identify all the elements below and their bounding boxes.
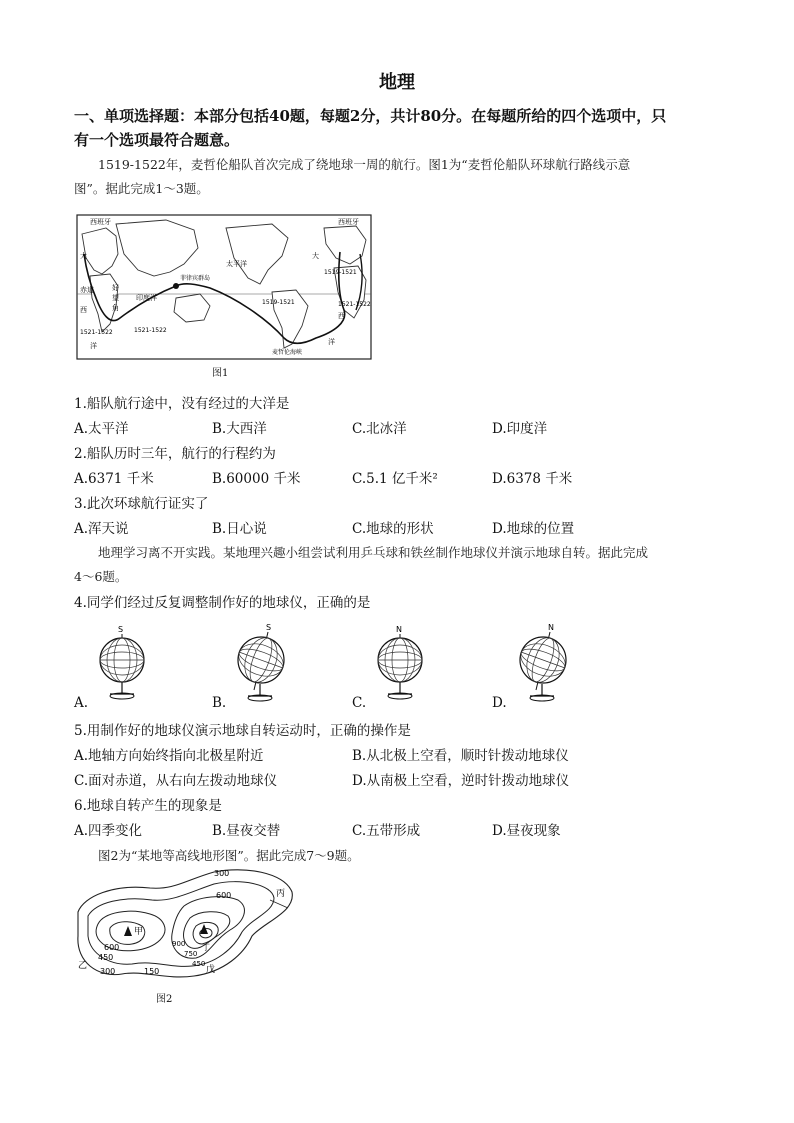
question-stem: 6.地球自转产生的现象是 xyxy=(74,798,222,814)
question-stem: 2.船队历时三年，航行的行程约为 xyxy=(74,446,276,462)
map-label: 太平洋 xyxy=(226,260,247,268)
philippines-marker xyxy=(173,283,179,289)
map-label: 1521-1522 xyxy=(338,301,371,308)
map-label: 大 xyxy=(312,252,319,260)
globe-b[interactable] xyxy=(230,620,290,704)
option-b[interactable]: B.从北极上空看，顺时针拨动地球仪 xyxy=(352,748,569,764)
map-label: 西班牙 xyxy=(90,218,111,226)
intro-line: 地理学习离不开实践。某地理兴趣小组尝试利用乒乓球和铁丝制作地球仪并演示地球自转。据此完成 xyxy=(98,545,649,560)
option-a[interactable]: A. xyxy=(74,695,89,711)
globe-c[interactable] xyxy=(368,624,428,704)
map-label: 洋 xyxy=(328,338,335,346)
contour-map xyxy=(74,866,298,986)
place-label: 丁 xyxy=(202,943,210,952)
map-label: 大 xyxy=(80,252,87,260)
globe-d[interactable] xyxy=(512,620,572,704)
place-label: 戊 xyxy=(206,965,216,975)
section-heading-line1: 一、单项选择题：本部分包括40题，每题2分，共计80分。在每题所给的四个选项中，只 xyxy=(74,107,667,125)
figure-caption: 图2 xyxy=(156,994,173,1005)
contour-label: 900 xyxy=(172,940,186,948)
map-label: 望 xyxy=(112,294,119,302)
option-b[interactable]: B.60000 千米 xyxy=(212,471,301,487)
map-label: 1521-1522 xyxy=(134,327,167,334)
option-b[interactable]: B. xyxy=(212,695,227,711)
option-a[interactable]: A.6371 千米 xyxy=(74,471,154,487)
option-c[interactable]: C.面对赤道，从右向左拨动地球仪 xyxy=(74,773,278,789)
contour-label: 300 xyxy=(100,967,116,976)
option-b[interactable]: B.大西洋 xyxy=(212,421,267,437)
pole-label: N xyxy=(396,625,402,634)
map-label: 1519-1521 xyxy=(262,299,295,306)
section-heading-line2: 有一个选项最符合题意。 xyxy=(74,131,240,149)
contour-label: 450 xyxy=(98,953,114,962)
map-label: 洋 xyxy=(90,342,97,350)
option-d[interactable]: D.昼夜现象 xyxy=(492,823,561,839)
map-label: 西班牙 xyxy=(338,218,359,226)
option-d[interactable]: D.6378 千米 xyxy=(492,471,573,487)
map-label: 好 xyxy=(112,284,119,292)
contour-label: 750 xyxy=(184,950,198,958)
map-label: 1521-1522 xyxy=(80,329,113,336)
contour-label: 600 xyxy=(216,891,232,900)
option-a[interactable]: A.浑天说 xyxy=(74,521,129,537)
place-label: 丙 xyxy=(276,889,286,899)
place-label: 乙 xyxy=(78,961,88,971)
option-b[interactable]: B.日心说 xyxy=(212,521,267,537)
figure-caption: 图1 xyxy=(212,368,229,379)
option-d[interactable]: D. xyxy=(492,695,507,711)
option-c[interactable]: C.五带形成 xyxy=(352,823,421,839)
option-c[interactable]: C. xyxy=(352,695,367,711)
intro-line: 1519-1522年，麦哲伦船队首次完成了绕地球一周的航行。图1为“麦哲伦船队环球航行路线示意 xyxy=(98,157,631,172)
option-c[interactable]: C.地球的形状 xyxy=(352,521,434,537)
question-stem: 1.船队航行途中，没有经过的大洋是 xyxy=(74,396,290,412)
contour-label: 150 xyxy=(144,967,160,976)
contour-label: 600 xyxy=(104,943,120,952)
option-d[interactable]: D.从南极上空看，逆时针拨动地球仪 xyxy=(352,773,570,789)
peak-marker-jia xyxy=(124,926,132,936)
option-a[interactable]: A.四季变化 xyxy=(74,823,143,839)
option-c[interactable]: C.5.1 亿千米² xyxy=(352,471,438,487)
page-title: 地理 xyxy=(379,72,415,93)
map-label: 赤道 xyxy=(80,286,94,294)
pole-label: S xyxy=(118,625,124,634)
intro-line: 4～6题。 xyxy=(74,569,128,584)
pole-label: N xyxy=(548,623,554,632)
map-label: 麦哲伦海峡 xyxy=(272,349,303,356)
option-a[interactable]: A.太平洋 xyxy=(74,421,129,437)
question-stem: 3.此次环球航行证实了 xyxy=(74,496,209,512)
place-label: 甲 xyxy=(134,927,144,937)
map-label: 菲律宾群岛 xyxy=(180,275,211,282)
option-d[interactable]: D.印度洋 xyxy=(492,421,548,437)
option-d[interactable]: D.地球的位置 xyxy=(492,521,575,537)
map-label: 角 xyxy=(112,304,119,312)
map-label: 印度洋 xyxy=(136,294,157,302)
contour-label: 300 xyxy=(214,869,230,878)
question-stem: 4.同学们经过反复调整制作好的地球仪，正确的是 xyxy=(74,595,371,611)
question-stem: 5.用制作好的地球仪演示地球自转运动时，正确的操作是 xyxy=(74,723,411,739)
intro-line: 图”。据此完成1～3题。 xyxy=(74,181,209,196)
option-c[interactable]: C.北冰洋 xyxy=(352,421,407,437)
world-route-map xyxy=(76,214,372,360)
globe-a[interactable] xyxy=(90,624,150,704)
map-label: 西 xyxy=(338,312,345,320)
map-label: 西 xyxy=(80,306,87,314)
map-label: 1519-1521 xyxy=(324,269,357,276)
option-b[interactable]: B.昼夜交替 xyxy=(212,823,281,839)
option-a[interactable]: A.地轴方向始终指向北极星附近 xyxy=(74,748,264,764)
contour-label: 450 xyxy=(192,960,206,968)
section-heading xyxy=(74,104,734,152)
pole-label: S xyxy=(266,623,272,632)
intro-line: 图2为“某地等高线地形图”。据此完成7～9题。 xyxy=(98,848,360,863)
